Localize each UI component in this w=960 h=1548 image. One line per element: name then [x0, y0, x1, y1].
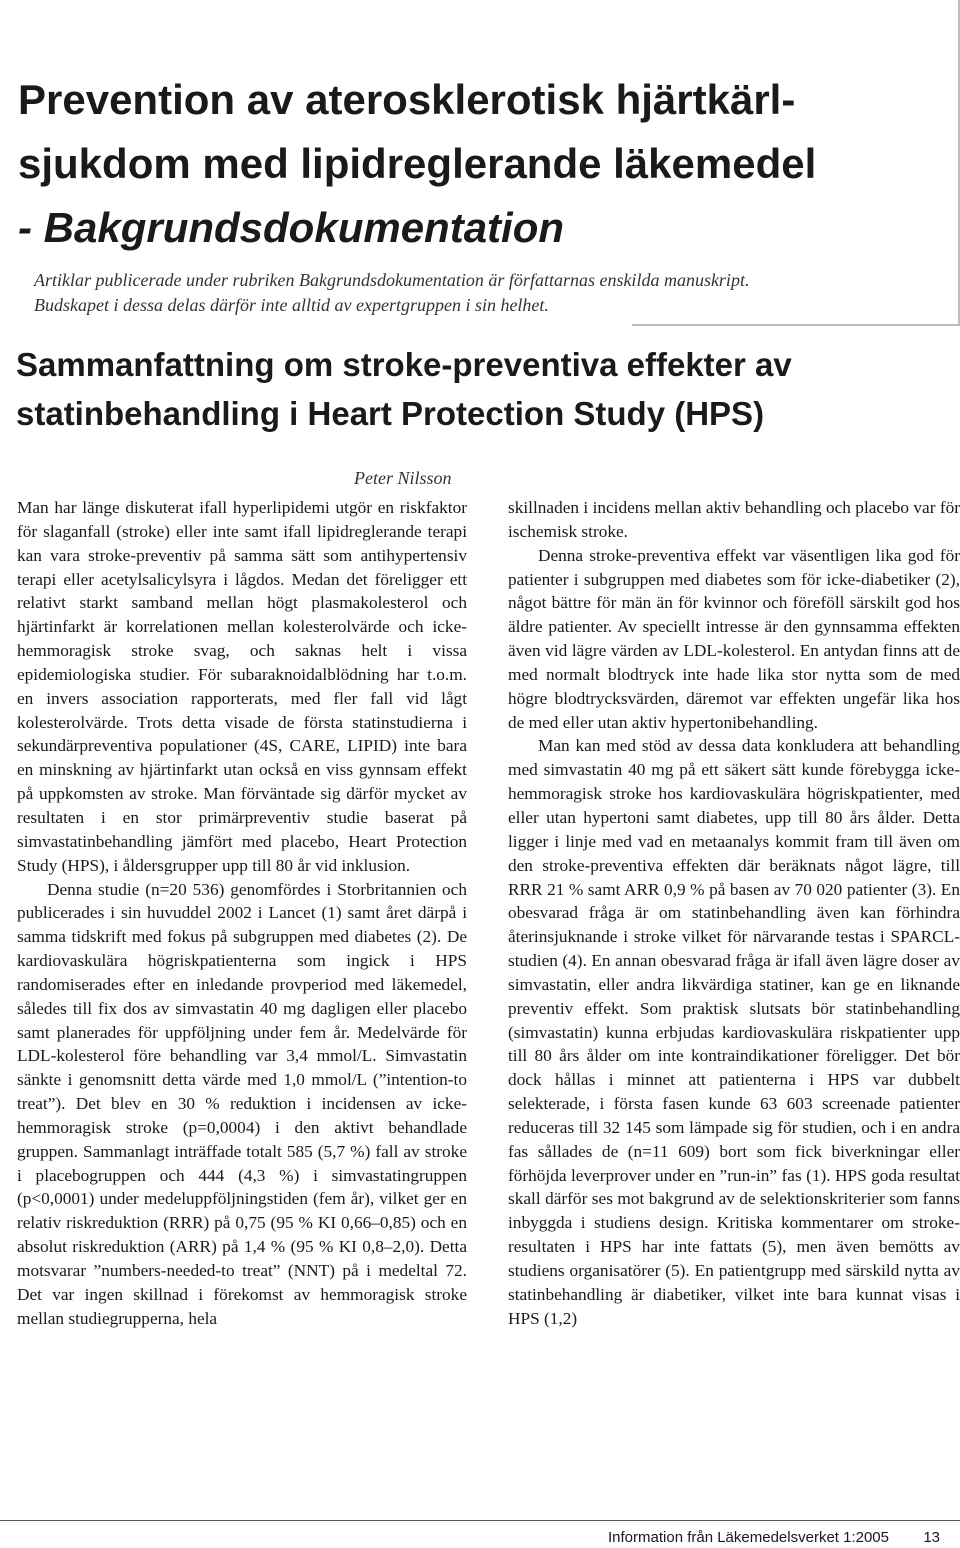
disclaimer-line-2: Budskapet i dessa delas därför inte alltid av expertgruppen i sin helhet. [34, 295, 549, 315]
document-title [18, 68, 948, 260]
footer-divider [0, 1520, 960, 1521]
article-author: Peter Nilsson [354, 468, 452, 488]
disclaimer-frame-bottom [632, 324, 960, 326]
document-title-line-3: - Bakgrundsdokumentation [18, 204, 565, 251]
article-title-line-2: statinbehandling i Heart Protection Study (HPS) [16, 395, 765, 432]
document-title-line-2: sjukdom med lipidreglerande läkemedel [18, 140, 817, 187]
right-column [508, 496, 960, 1331]
right-paragraph-3: Man kan med stöd av dessa data konkludera att behandling med simvastatin 40 mg på ett säkert sätt kunde förebygga icke-hemmoragisk stroke hos kardiovaskulära högriskpatienter, med eller utan hypertoni samt diabetes, upp till 80 års ålder. Detta ligger i linje med vad en metaanalys kommit fram till även om den stroke-preventiva effekten där beräknats något lägre, till RRR 21 % samt ARR 0,9 % på basen av 70 020 patienter (3). En obesvarad fråga är om statinbehandling även kan förhindra återinsjuknande i stroke vilket för närvarande testas i SPARCL-studien (4). En annan obesvarad fråga är ifall även lägre doser av simvastatin, eller andra likvärdiga statiner, kan ge en liknande preventiv effekt. Som praktisk slutsats bör statinbehandling (simvastatin) kunna erbjudas kardiovaskulära riskpatienter upp till 80 års ålder om inte kontraindikationer föreligger. Det bör dock hållas i minnet att patienterna i HPS var dubbelt selekterade, i första fasen kunde 63 603 screenade patienter reduceras till 32 145 som lämpade sig för studien, och i en andra fas sållades de (n=11 609) bort som fick biverkningar eller förhöjda leverprover under en ”run-in” fas (1). HPS goda resultat skall därför ses mot bakgrund av de selektionskriterier som fanns inbyggda i studiens design. Kritiska kommentarer om stroke-resultaten i HPS har inte fattats (5), men även bemötts av studiens organisatörer (5). En patientgrupp med särskild nytta av statinbehandling är diabetiker, vilket inte bara kunnat visas i HPS (1,2) [508, 736, 960, 1328]
left-paragraph-1: Man har länge diskuterat ifall hyperlipidemi utgör en riskfaktor för slaganfall (stroke) eller inte samt ifall lipidreglerande terapi kan vara stroke-preventiv på samma sätt som antihypertensiv terapi eller acetylsalicylsyra i lågdos. Medan det föreligger ett relativt starkt samband mellan högt plasmakolesterol och hjärtinfarkt är korrelationen mellan kolesterolvärde och icke-hemmoragisk stroke svag, och saknas helt i vissa epidemiologiska studier. För subaraknoidalblödning har t.o.m. en invers association rapporterats, med fler fall vid lågt kolesterolvärde. Trots detta visade de första statinstudierna i sekundärpreventiva populationer (4S, CARE, LIPID) inte bara en minskning av hjärtinfarkt utan också en viss gynnsam effekt på uppkomsten av stroke. Man förväntade sig därför mycket av resultaten i en stor primärpreventiv studie baserat på simvastatinbehandling jämfört med placebo, Heart Protection Study (HPS), i åldersgrupper upp till 80 år vid inklusion. [17, 498, 467, 875]
left-column [17, 496, 467, 1331]
footer-publication: Information från Läkemedelsverket 1:2005 [608, 1529, 889, 1546]
right-paragraph-2: Denna stroke-preventiva effekt var väsentligen lika god för patienter i subgruppen med diabetes som för icke-diabetiker (2), något bättre för män än för kvinnor och föreföll särskilt god hos äldre patienter. Av speciellt intresse är den gynnsamma effekten även vid lägre värden av LDL-kolesterol. En antydan finns att de med normalt blodtryck inte hade lika stor nytta som de med högre blodtrycksvärden, däremot var effekten ungefär lika hos de med eller utan aktiv hypertonibehandling. [508, 545, 960, 732]
disclaimer-note [34, 268, 924, 318]
left-paragraph-2: Denna studie (n=20 536) genomfördes i Storbritannien och publicerades i sin huvuddel 2002 i Lancet (1) samt året därpå i samma tidskrift med fokus på subgruppen med diabetes (2). De kardiovaskulära högriskpatienterna som ingick i HPS randomiserades efter en inledande provperiod med läkemedel, således till fix dos av simvastatin 40 mg dagligen eller placebo samt planerades för uppföljning under fem år. Medelvärde för LDL-kolesterol före behandling var 3,4 mmol/L. Simvastatin sänkte i genomsnitt detta värde med 1,0 mmol/L (”intention-to treat”). Det blev en 30 % reduktion i incidensen av icke-hemmoragisk stroke (p=0,0004) i den aktivt behandlade gruppen. Sammanlagt inträffade totalt 585 (5,7 %) fall av stroke i placebogruppen och 444 (4,3 %) i simvastatingruppen (p<0,0001) under medeluppföljningstiden (fem år), vilket ger en relativ riskreduktion (RRR) på 0,75 (95 % KI 0,66–0,85) och en absolut riskreduktion (ARR) på 1,4 % (95 % KI 0,8–2,0). Detta motsvarar ”numbers-needed-to treat” (NNT) på i medeltal 72. Det var ingen skillnad i förekomst av hemmoragisk stroke mellan studiegrupperna, hela [17, 879, 467, 1328]
disclaimer-line-1: Artiklar publicerade under rubriken Bakgrundsdokumentation är författarnas enskilda manuskript. [34, 270, 750, 290]
article-title [16, 340, 946, 438]
right-paragraph-1: skillnaden i incidens mellan aktiv behandling och placebo var för ischemisk stroke. [508, 498, 960, 541]
document-title-line-1: Prevention av aterosklerotisk hjärtkärl- [18, 76, 796, 123]
page-number: 13 [923, 1529, 940, 1546]
article-title-line-1: Sammanfattning om stroke-preventiva effekter av [16, 346, 792, 383]
